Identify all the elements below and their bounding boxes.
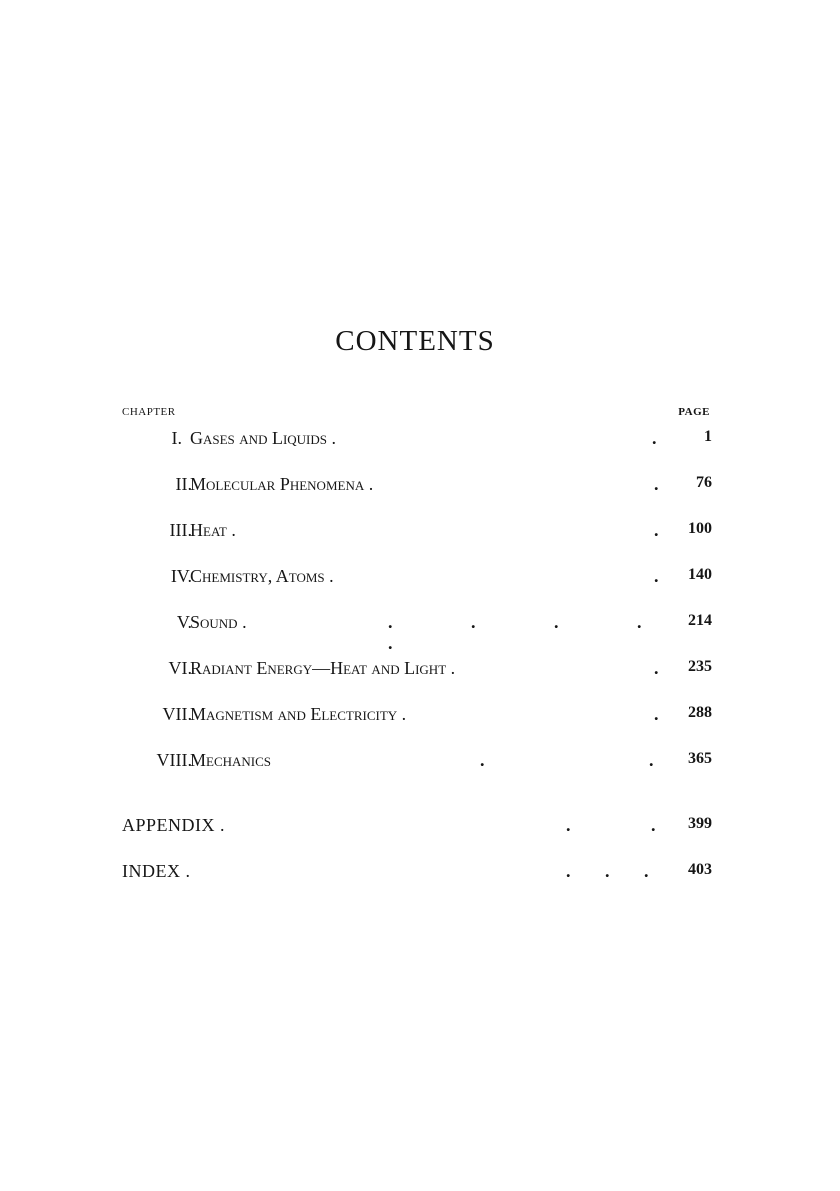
dot-leader: . xyxy=(654,658,659,678)
page-number: 235 xyxy=(688,658,712,675)
toc-entry-appendix[interactable] xyxy=(120,815,712,843)
chapter-number: II. xyxy=(175,474,192,494)
page-number: 403 xyxy=(688,861,712,878)
toc-entry-chapter-8[interactable] xyxy=(120,750,712,778)
chapter-number: I. xyxy=(171,428,182,448)
dot-leader: . . xyxy=(480,750,654,770)
page-title: CONTENTS xyxy=(335,325,495,357)
dot-leader: . . . . . xyxy=(388,612,642,653)
chapter-title: Radiant Energy—Heat and Light . xyxy=(190,658,456,678)
chapter-title: Gases and Liquids . xyxy=(190,428,337,448)
page-number: 76 xyxy=(696,474,712,491)
dot-leader: . . xyxy=(566,815,656,835)
chapter-title: Chemistry, Atoms . xyxy=(190,566,334,586)
chapter-number: IV. xyxy=(170,566,192,586)
toc-entry-chapter-3[interactable] xyxy=(120,520,712,548)
dot-leader: . xyxy=(654,566,659,586)
toc-entry-index[interactable] xyxy=(120,861,712,889)
toc-entry-chapter-2[interactable] xyxy=(120,474,712,502)
dot-leader: . xyxy=(652,428,657,448)
chapter-number: III. xyxy=(169,520,192,540)
page-number: 1 xyxy=(704,428,712,445)
page-number: 100 xyxy=(688,520,712,537)
chapter-number: VIII. xyxy=(156,750,192,770)
dot-leader: . xyxy=(654,520,659,540)
dot-leader: . xyxy=(654,704,659,724)
chapter-number: VII. xyxy=(162,704,192,724)
toc-entry-chapter-4[interactable] xyxy=(120,566,712,594)
chapter-number: VI. xyxy=(168,658,192,678)
page-number: 399 xyxy=(688,815,712,832)
chapter-column-header: CHAPTER xyxy=(122,406,176,418)
toc-entry-chapter-5[interactable] xyxy=(120,612,712,653)
page-number: 214 xyxy=(688,612,712,629)
chapter-title: Sound . xyxy=(190,612,247,632)
chapter-title: Magnetism and Electricity . xyxy=(190,704,407,724)
chapter-title: Molecular Phenomena . xyxy=(190,474,374,494)
chapter-number: V. xyxy=(176,612,192,632)
back-matter-title: APPENDIX . xyxy=(122,815,226,835)
page-column-header: PAGE xyxy=(678,406,710,418)
page-number: 365 xyxy=(688,750,712,767)
toc-entry-chapter-6[interactable] xyxy=(120,658,712,686)
page-number: 140 xyxy=(688,566,712,583)
toc-entry-chapter-1[interactable] xyxy=(120,428,712,456)
toc-entry-chapter-7[interactable] xyxy=(120,704,712,732)
dot-leader: . . . xyxy=(566,861,649,881)
chapter-title: Mechanics xyxy=(190,750,272,770)
chapter-title: Heat . xyxy=(190,520,236,540)
page-number: 288 xyxy=(688,704,712,721)
dot-leader: . xyxy=(654,474,659,494)
back-matter-title: INDEX . xyxy=(122,861,191,881)
